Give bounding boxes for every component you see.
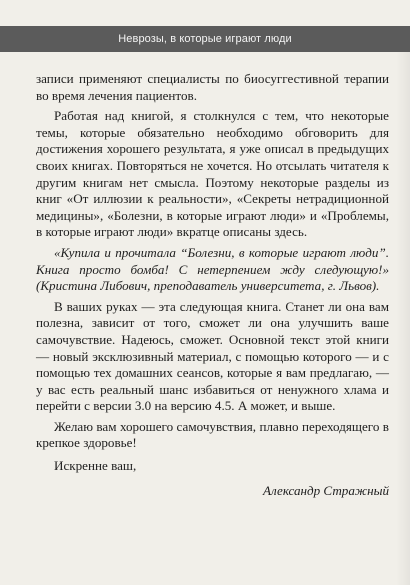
author-signature: Александр Стражный xyxy=(263,482,389,498)
paragraph-previous-books: Работая над книгой, я столкнулся с тем, что некоторые темы, которые обязательно необходимо обговорить для достижения хорошего результата, я уже описал в предыдущих своих книгах. Повторяться не хочется. Но отсылать читателя к другим книгам нет смысла. Поэтому некоторые разделы из книг «От иллюзии к реальности», «Секреты нетрадиционной медицины», «Болезни, в которые играют люди» и «Проблемы, в которые играют люди» вкратце описаны здесь. xyxy=(36,108,389,240)
paragraph-continuation: записи применяют специалисты по биосуггестивной терапии во время лечения пациентов. xyxy=(36,71,389,103)
page-edge-shadow xyxy=(396,52,410,585)
reader-quote xyxy=(36,245,389,295)
running-title: Неврозы, в которые играют люди xyxy=(118,33,292,45)
reader-quote-attribution: (Кристина Либович, преподаватель университета, г. Львов). xyxy=(36,278,380,294)
reader-quote-text: «Купила и прочитала “Болезни, в которые играют люди”. Книга просто бомба! С нетерпением жду следующую!» xyxy=(36,244,389,277)
paragraph-this-book: В ваших руках — эта следующая книга. Станет ли она вам полезна, зависит от того, сможет ли она улучшить ваше самочувствие. Надеюсь, сможет. Основной текст этой книги — новый эксклюзивный материал, с помощью которого — и с помощью тех домашних сеансов, которые я вам предлагаю, — у вас есть реальный шанс избавиться от ненужного хлама и перейти с версии 3.0 на версию 4.5. А может, и выше. xyxy=(36,298,389,414)
running-header xyxy=(0,26,410,52)
paragraph-wishes: Желаю вам хорошего самочувствия, плавно переходящего в крепкое здоровье! xyxy=(36,418,389,451)
body-text xyxy=(36,71,389,499)
closing-greeting: Искренне ваш, xyxy=(54,458,137,474)
